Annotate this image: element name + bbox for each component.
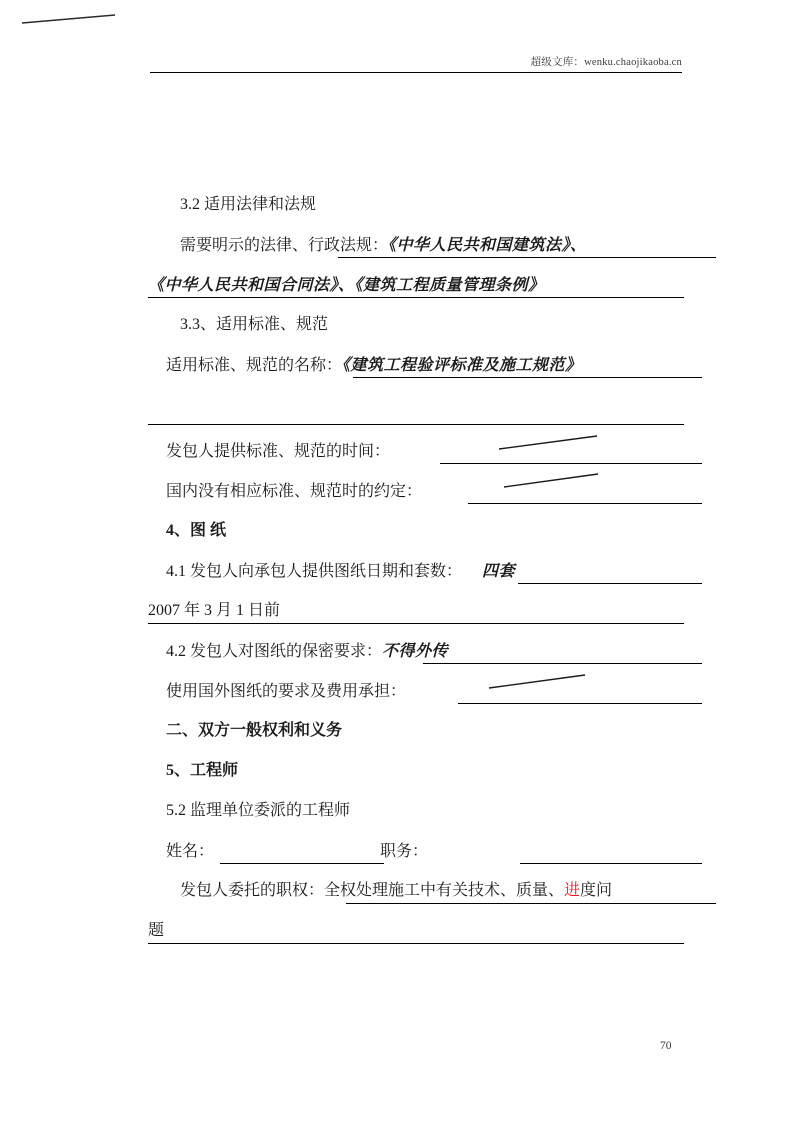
section-4-1-rule [518, 583, 702, 584]
delegated-authority-value-part-b: 度问 [580, 882, 613, 899]
delegated-authority-value-highlight: 进 [564, 882, 581, 899]
delegated-authority-value-continuation: 题 [148, 922, 165, 939]
section-4-heading-text: 4、图 纸 [166, 522, 227, 539]
header-rule [150, 72, 682, 73]
section-4-1-value: 四套 [482, 561, 516, 580]
engineer-name-rule [220, 863, 384, 864]
blank-continuation-row [148, 385, 684, 431]
blank-continuation-rule [148, 424, 684, 425]
header-watermark-text: 超级文库：wenku.chaojikaoba.cn [530, 57, 682, 68]
section-3-3-no-standard-nil-slash [503, 473, 599, 489]
section-4-2-foreign-label: 使用国外图纸的要求及费用承担： [166, 683, 407, 700]
section-3-3-heading-text: 3.3、适用标准、规范 [180, 316, 329, 333]
engineer-title-rule [520, 863, 702, 864]
section-4-2-line [148, 631, 684, 671]
section-3-2-laws-value-line-2: 《中华人民共和国合同法》、《建筑工程质量管理条例》 [148, 275, 545, 294]
section-3-2-laws-label: 需要明示的法律、行政法规： [180, 237, 389, 254]
part-2-heading-text: 二、双方一般权利和义务 [166, 722, 343, 739]
page-number: 70 [660, 1040, 672, 1052]
section-4-2-foreign-nil-slash [488, 674, 586, 690]
section-4-1-continuation-rule [148, 623, 684, 624]
section-4-1-line [148, 551, 684, 591]
delegated-authority-continuation-rule [148, 943, 684, 944]
section-3-3-standard-name-value: 《建筑工程验评标准及施工规范》 [342, 355, 582, 374]
section-5-2-heading-text: 5.2 监理单位委派的工程师 [166, 802, 351, 819]
delegated-authority-continuation-line [148, 911, 684, 951]
part-2-heading [148, 711, 684, 751]
section-4-1-value-continuation: 2007 年 3 月 1 日前 [148, 602, 281, 619]
section-3-2-heading [148, 185, 684, 225]
delegated-authority-value-part-a: 全权处理施工中有关技术、质量、 [324, 882, 565, 899]
section-4-1-label: 4.1 发包人向承包人提供图纸日期和套数： [166, 563, 463, 580]
section-3-3-provide-time-label: 发包人提供标准、规范的时间： [166, 443, 391, 460]
section-3-3-provide-time-rule [440, 463, 702, 464]
section-3-2-laws-line-1 [148, 225, 684, 265]
section-3-3-provide-time-nil-slash [498, 435, 598, 451]
section-3-3-no-standard-rule [468, 503, 702, 504]
section-4-2-value: 不得外传 [382, 641, 449, 660]
section-4-2-label: 4.2 发包人对图纸的保密要求： [166, 643, 383, 660]
section-3-2-laws-line-2 [148, 265, 684, 305]
section-4-2-rule [423, 663, 702, 664]
section-5-heading [148, 751, 684, 791]
document-body [148, 185, 684, 951]
delegated-authority-label: 发包人委托的职权： [180, 882, 325, 899]
section-3-3-standard-name-rule [353, 377, 702, 378]
section-4-1-continuation-line [148, 591, 684, 631]
section-3-2-heading-text: 3.2 适用法律和法规 [180, 196, 317, 213]
section-3-3-standard-name-label: 适用标准、规范的名称： [166, 357, 343, 374]
section-3-3-no-standard-label: 国内没有相应标准、规范时的约定： [166, 483, 423, 500]
section-5-heading-text: 5、工程师 [166, 762, 239, 779]
engineer-name-label: 姓名： [166, 843, 215, 860]
section-3-2-laws-rule-2 [148, 297, 684, 298]
section-4-2-foreign-line [148, 671, 684, 711]
page-header [150, 52, 682, 70]
section-4-heading [148, 511, 684, 551]
engineer-title-label: 职务： [380, 843, 429, 860]
section-3-2-laws-value-line-1: 《中华人民共和国建筑法》、 [388, 235, 587, 254]
section-3-3-standard-name-line [148, 345, 684, 385]
section-4-2-foreign-rule [458, 703, 702, 704]
section-3-3-provide-time-line [148, 431, 684, 471]
delegated-authority-line [148, 871, 684, 911]
section-3-3-no-standard-line [148, 471, 684, 511]
corner-diagonal-mark [22, 14, 116, 24]
section-3-2-laws-rule-1 [338, 257, 716, 258]
section-3-3-heading [148, 305, 684, 345]
engineer-name-title-row [148, 831, 684, 871]
delegated-authority-rule [346, 903, 716, 904]
section-5-2-heading [148, 791, 684, 831]
